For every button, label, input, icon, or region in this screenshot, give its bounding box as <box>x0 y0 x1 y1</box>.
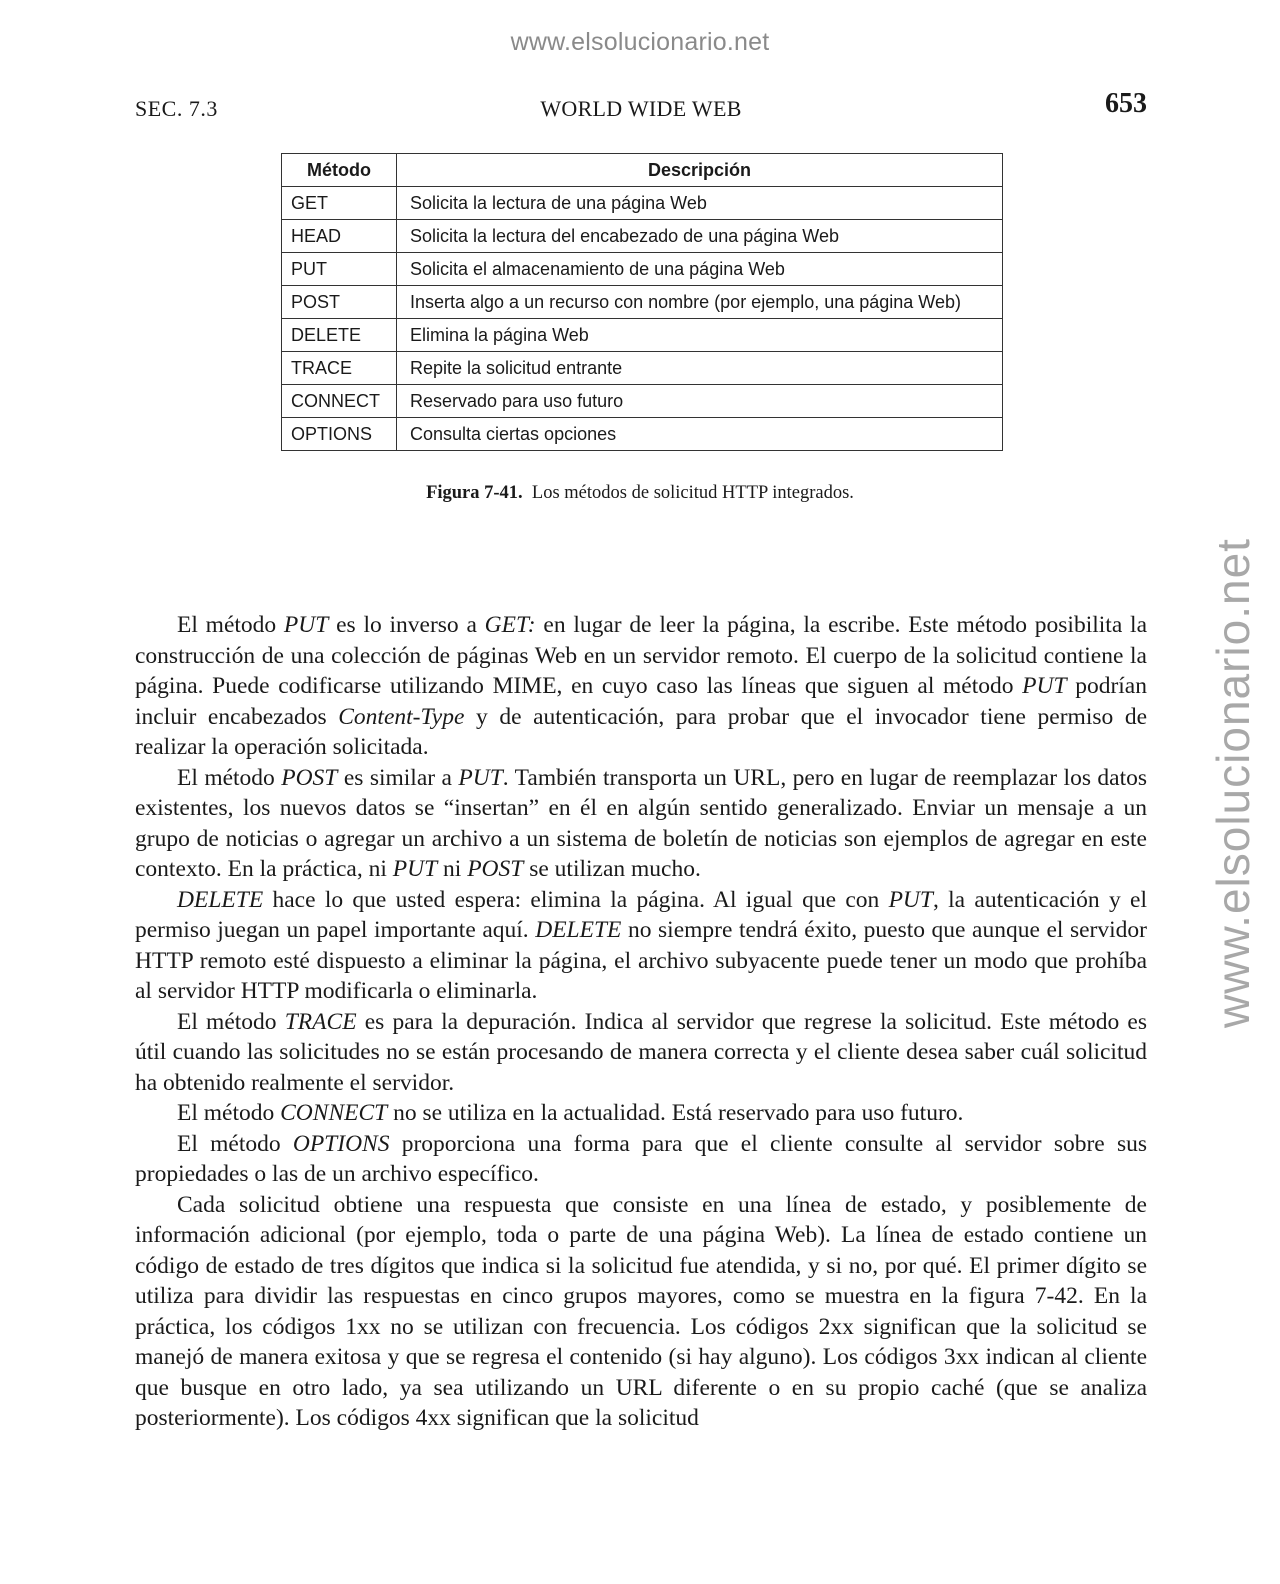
text-run: no se utiliza en la actualidad. Está reservado para uso futuro. <box>387 1100 964 1126</box>
description-cell: Inserta algo a un recurso con nombre (por ejemplo, una página Web) <box>397 286 1003 319</box>
paragraph <box>135 1129 1147 1190</box>
method-cell: POST <box>282 286 397 319</box>
description-cell: Reservado para uso futuro <box>397 385 1003 418</box>
text-run: , la autenticación y el permiso juegan un papel importante aquí. <box>135 886 1148 943</box>
italic-term: PUT <box>283 612 329 638</box>
italic-term: PUT <box>1022 673 1067 699</box>
italic-term: GET: <box>484 612 536 638</box>
paragraph <box>135 1098 1147 1129</box>
table-row <box>282 220 1003 253</box>
text-run: ni <box>437 856 468 882</box>
text-run: es para la depuración. Indica al servidor que regrese la solicitud. Este método es útil cuando las solicitudes no se están procesando de manera correcta y el cliente desea saber cuál solicitud ha obtenido realmente el servidor. <box>135 1008 1147 1096</box>
method-cell: PUT <box>282 253 397 286</box>
italic-term: DELETE <box>177 886 264 913</box>
method-cell: GET <box>282 187 397 220</box>
text-run: El método <box>177 1008 285 1035</box>
figure-caption <box>0 483 1280 504</box>
column-header-description: Descripción <box>397 154 1003 187</box>
paragraph <box>135 1190 1147 1434</box>
italic-term: Content-Type <box>338 703 465 730</box>
method-cell: CONNECT <box>282 385 397 418</box>
watermark-top: www.elsolucionario.net <box>510 28 770 56</box>
table-row <box>282 385 1003 418</box>
description-cell: Solicita la lectura de una página Web <box>397 187 1003 220</box>
paragraph <box>135 610 1147 763</box>
table-header-row <box>282 154 1003 187</box>
paragraph <box>135 1007 1147 1099</box>
chapter-title: WORLD WIDE WEB <box>540 96 742 121</box>
table-row <box>282 187 1003 220</box>
method-cell: HEAD <box>282 220 397 253</box>
description-cell: Solicita la lectura del encabezado de una página Web <box>397 220 1003 253</box>
text-run: se utilizan mucho. <box>523 856 701 882</box>
text-run: no siempre tendrá éxito, puesto que aunque el servidor HTTP remoto esté dispuesto a eliminar la página, el archivo subyacente puede tener un modo que prohíba al servidor HTTP modificarla o eliminarla. <box>135 917 1147 1004</box>
column-header-method: Método <box>282 154 397 187</box>
method-cell: TRACE <box>282 352 397 385</box>
table-row <box>282 418 1003 451</box>
method-cell: DELETE <box>282 319 397 352</box>
paragraph <box>135 763 1147 885</box>
text-run: hace lo que usted espera: elimina la página. Al igual que con <box>263 886 889 913</box>
figure-caption-text: Los métodos de solicitud HTTP integrados. <box>531 483 854 503</box>
http-methods-table <box>281 153 1003 451</box>
text-run: El método <box>177 1130 293 1157</box>
italic-term: TRACE <box>284 1008 357 1035</box>
text-run: El método <box>177 764 282 791</box>
description-cell: Consulta ciertas opciones <box>397 418 1003 451</box>
table-row <box>282 286 1003 319</box>
description-cell: Solicita el almacenamiento de una página Web <box>397 253 1003 286</box>
italic-term: PUT <box>392 856 438 882</box>
page-number: 653 <box>1105 88 1147 119</box>
italic-term: POST <box>467 856 524 882</box>
text-run: Cada solicitud obtiene una respuesta que consiste en una línea de estado, y posiblemente de información adicional (por ejemplo, toda o parte de una página Web). La línea de estado contiene un código de estado de tres dígitos que indica si la solicitud fue atendida, y si no, por qué. El primer dígito se utiliza para dividir las respuestas en cinco grupos mayores, como se muestra en la figura 7-42. En la práctica, los códigos 1xx no se utilizan con frecuencia. Los códigos 2xx significan que la solicitud se manejó de manera exitosa y que se regresa el contenido (si hay alguno). Los códigos 3xx indican al cliente que busque en otro lado, ya sea utilizando un URL diferente o en su propio caché (que se analiza posteriormente). Los códigos 4xx significan que la solicitud <box>135 1191 1147 1431</box>
running-head <box>135 88 1147 128</box>
description-cell: Elimina la página Web <box>397 319 1003 352</box>
italic-term: OPTIONS <box>292 1130 390 1157</box>
text-run: proporciona una forma para que el cliente consulte al servidor sobre sus propiedades o las de un archivo específico. <box>135 1130 1148 1187</box>
table-row <box>282 352 1003 385</box>
method-cell: OPTIONS <box>282 418 397 451</box>
text-run: El método <box>177 1100 281 1126</box>
italic-term: PUT <box>888 886 933 913</box>
description-cell: Repite la solicitud entrante <box>397 352 1003 385</box>
text-run: en lugar de leer la página, la escribe. Este método posibilita la construcción de una colección de páginas Web en un servidor remoto. El cuerpo de la solicitud contiene la página. Puede codificarse utilizando MIME, en cuyo caso las líneas que siguen al método <box>135 612 1147 699</box>
text-run: y de autenticación, para probar que el invocador tiene permiso de realizar la operación solicitada. <box>135 703 1147 760</box>
italic-term: POST <box>281 764 338 791</box>
section-label: SEC. 7.3 <box>135 96 218 121</box>
figure-label: Figura 7-41. <box>426 483 523 503</box>
table-row <box>282 319 1003 352</box>
watermark-side: www.elsolucionario.net <box>1207 538 1259 1028</box>
body-text <box>135 610 1147 1434</box>
italic-term: CONNECT <box>280 1100 388 1126</box>
text-run: . También transporta un URL, pero en lugar de reemplazar los datos existentes, los nuevos datos se “insertan” en él en algún sentido generalizado. Enviar un mensaje a un grupo de noticias o agregar un archivo a un sistema de boletín de noticias son ejemplos de agregar en este contexto. En la práctica, ni <box>135 764 1147 882</box>
text-run: es similar a <box>337 764 459 791</box>
text-run: es lo inverso a <box>328 612 485 638</box>
table-row <box>282 253 1003 286</box>
text-run: El método <box>177 612 284 638</box>
text-run: podrían incluir encabezados <box>135 673 1147 730</box>
paragraph <box>135 885 1147 1007</box>
italic-term: DELETE <box>535 917 622 943</box>
italic-term: PUT <box>458 764 503 791</box>
